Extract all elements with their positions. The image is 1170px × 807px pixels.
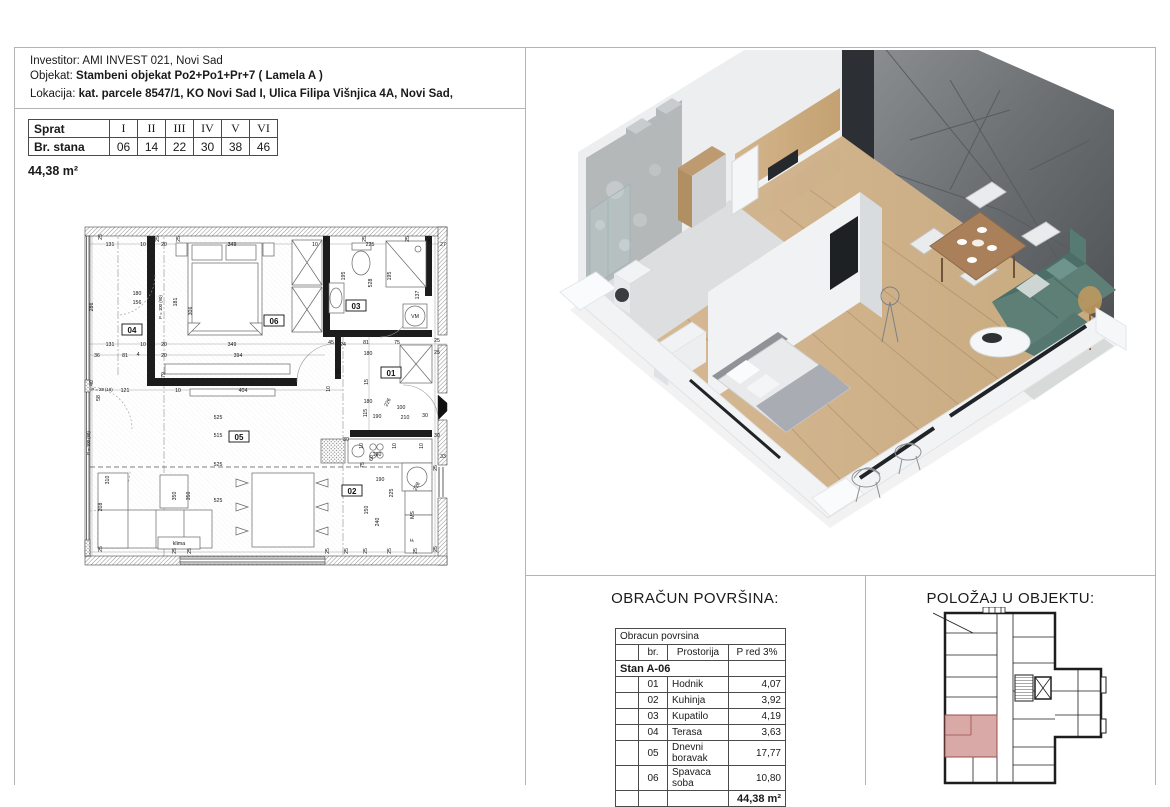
plan-dim-label: 25	[413, 548, 419, 554]
room-number-cell: 02	[639, 693, 668, 709]
empty-cell	[616, 725, 639, 741]
plan-dim-label: 25	[434, 338, 440, 344]
building-position-plan	[933, 607, 1109, 785]
plan-dim-label: VM	[411, 314, 419, 320]
plan-dim-label: 190	[372, 414, 382, 420]
plan-dim-label: 240	[375, 517, 381, 527]
plan-dim-label: 137	[415, 290, 421, 300]
tv-bench	[190, 389, 275, 396]
room-name-cell: Kupatilo	[668, 709, 729, 725]
room-number-cell: 03	[639, 709, 668, 725]
plan-dim-label: 160	[372, 452, 382, 458]
plan-dim-label: 349	[227, 342, 237, 348]
plan-dim-label: 25	[98, 234, 104, 240]
plan-dim-label: 27	[440, 242, 446, 248]
location-line	[30, 87, 453, 102]
empty-cell	[616, 677, 639, 693]
floor-plan-svg	[80, 215, 460, 575]
plan-dim-label: 25	[325, 548, 331, 554]
room-name-cell: Kuhinja	[668, 693, 729, 709]
investor-label: Investitor:	[30, 55, 80, 67]
room-area-cell: 3,63	[729, 725, 786, 741]
plan-dim-label: 10	[326, 386, 332, 392]
svg-text:03: 03	[351, 302, 361, 311]
investor-line	[30, 54, 453, 69]
svg-text:06: 06	[269, 317, 279, 326]
table-row	[616, 629, 786, 645]
plan-dim-label: 60	[369, 455, 375, 461]
bed	[188, 243, 262, 335]
empty-cell	[616, 741, 639, 766]
col-header-area: P red 3%	[729, 645, 786, 661]
plan-dim-label: 20	[161, 242, 167, 248]
floor-cell: V	[222, 120, 250, 138]
table-row	[616, 725, 786, 741]
plan-dim-label: 81	[122, 353, 128, 359]
empty-cell	[616, 709, 639, 725]
plan-room-label	[381, 367, 401, 378]
plan-dim-label: 181	[173, 297, 179, 307]
floors-table	[28, 119, 278, 156]
plan-room-label	[264, 315, 284, 326]
empty-cell	[616, 791, 639, 807]
plan-dim-label: 226	[383, 397, 393, 408]
plan-dim-label: 180	[363, 399, 373, 405]
plan-dim-label: 349	[227, 242, 237, 248]
fridge	[405, 515, 432, 553]
plan-dim-label: 58	[96, 395, 102, 401]
plan-dim-label: 100	[396, 405, 406, 411]
plan-room-label	[229, 431, 249, 442]
plan-dim-label: 40	[89, 380, 95, 386]
render-bottom-divider	[525, 575, 1156, 576]
table-row	[29, 120, 278, 138]
kitchen-counter	[348, 439, 432, 463]
plan-dim-label: 228	[412, 481, 422, 492]
svg-text:05: 05	[234, 433, 244, 442]
plan-dim-label: 10	[175, 388, 181, 394]
plan-dim-label: 10	[359, 443, 365, 449]
plan-dim-label: 4	[136, 352, 140, 358]
plan-dim-label: 79	[161, 372, 167, 378]
plan-dim-label: 180	[132, 291, 142, 297]
plan-dim-label: 25	[387, 548, 393, 554]
table-row	[616, 791, 786, 807]
plan-dim-label: 25	[172, 548, 178, 554]
investor-value: AMI INVEST 021, Novi Sad	[82, 55, 223, 67]
plan-dim-label: F	[410, 538, 416, 542]
plan-dim-label: 10	[392, 443, 398, 449]
floors-row-label: Sprat	[29, 120, 110, 138]
plan-room-label	[342, 485, 362, 496]
plan-dim-label: 515	[213, 433, 223, 439]
empty-cell	[729, 661, 786, 677]
plan-dim-label: 115	[363, 408, 369, 418]
plan-dim-label: 20	[161, 342, 167, 348]
room-area-cell: 17,77	[729, 741, 786, 766]
plan-dim-label: 225	[389, 488, 395, 498]
plan-dim-label: 190	[375, 477, 385, 483]
apartment-number-cell: 06	[110, 138, 138, 156]
plan-dim-label: klima	[172, 541, 186, 547]
plan-dim-label: P = 100 (90)	[86, 431, 91, 455]
plan-dim-label: P = 28 (18)	[91, 387, 113, 392]
empty-cell	[639, 791, 668, 807]
floor-cell: III	[166, 120, 194, 138]
plan-dim-label: 525	[213, 462, 223, 468]
plan-dim-label: 75	[394, 340, 400, 346]
plan-dim-label: 25	[362, 236, 368, 242]
apartment-number-cell: 46	[250, 138, 278, 156]
plan-dim-label: 525	[213, 415, 223, 421]
plan-dim-label: 208	[98, 502, 104, 512]
obracun-section-title: OBRAČUN POVRŠINA:	[611, 590, 779, 607]
apartment-number-cell: 38	[222, 138, 250, 156]
plan-dim-label: 36	[94, 353, 100, 359]
svg-text:02: 02	[347, 487, 357, 496]
project-header	[30, 54, 453, 102]
object-value: Stambeni objekat Po2+Po1+Pr+7 ( Lamela A )	[76, 70, 323, 82]
plan-dim-label: 25	[434, 350, 440, 356]
frame-left-line	[14, 47, 15, 785]
frame-center-divider	[525, 47, 526, 785]
plan-dim-label: 10	[140, 342, 146, 348]
plan-dim-label: 75	[360, 462, 366, 468]
room-number-cell: 01	[639, 677, 668, 693]
svg-text:01: 01	[386, 369, 396, 378]
plan-dim-label: 24	[340, 342, 346, 348]
plan-room-label	[122, 324, 142, 335]
plan-dim-label: 25	[98, 546, 104, 552]
table-row	[616, 677, 786, 693]
frame-top-line	[14, 47, 1156, 48]
plan-dim-label: 25	[155, 236, 161, 242]
plan-dim-label: 528	[368, 278, 374, 288]
plan-dim-label: 25	[187, 548, 193, 554]
plan-dim-label: 25	[405, 236, 411, 242]
plan-dim-label: 81	[363, 340, 369, 346]
plan-dim-label: 195	[341, 271, 347, 281]
apartment-number-cell: 22	[166, 138, 194, 156]
plan-dim-label: 195	[387, 271, 393, 281]
hall-wardrobe	[400, 345, 432, 383]
plan-dim-label: 394	[233, 353, 243, 359]
plan-dim-label: 15	[364, 379, 370, 385]
table-row	[616, 709, 786, 725]
table-row	[616, 741, 786, 766]
coffee-table	[160, 475, 188, 508]
plan-dim-label: 25	[344, 548, 350, 554]
sideboard	[165, 364, 290, 374]
plan-dim-label: 30	[434, 433, 440, 439]
plan-dim-label: 156	[132, 300, 142, 306]
floor-cell: II	[138, 120, 166, 138]
room-number-cell: 04	[639, 725, 668, 741]
floor-cell: I	[110, 120, 138, 138]
empty-cell	[616, 693, 639, 709]
plan-dim-label: 30	[422, 413, 428, 419]
empty-cell	[668, 791, 729, 807]
highlighted-apartment	[945, 715, 997, 757]
room-name-cell: Dnevni boravak	[668, 741, 729, 766]
plan-dim-label: 180	[363, 351, 373, 357]
stair-core	[1015, 675, 1033, 701]
plan-dim-label: 25	[176, 236, 182, 242]
sink	[329, 283, 344, 313]
room-name-cell: Terasa	[668, 725, 729, 741]
col-header-br: br.	[639, 645, 668, 661]
plan-dim-label: 525	[213, 498, 223, 504]
plan-dim-label: 131	[105, 242, 115, 248]
plan-dim-label: 91	[335, 368, 341, 374]
plan-dim-label: 10	[140, 242, 146, 248]
plan-dim-label: 286	[89, 302, 95, 312]
room-name-cell: Hodnik	[668, 677, 729, 693]
plan-room-label	[346, 300, 366, 311]
balcony	[1101, 677, 1106, 693]
plan-dim-label: 25	[428, 238, 434, 244]
plan-dim-label: 25	[433, 546, 439, 552]
apartments-row-label: Br. stana	[29, 138, 110, 156]
floor-cell: VI	[250, 120, 278, 138]
room-area-cell: 10,80	[729, 766, 786, 791]
apartment-area-total: 44,38 m²	[28, 164, 79, 178]
plan-dim-label: 33	[440, 454, 446, 460]
room-area-cell: 3,92	[729, 693, 786, 709]
wardrobe	[292, 287, 322, 332]
plan-dim-label: 306	[188, 306, 194, 316]
plan-dim-label: 30	[343, 437, 349, 443]
location-label: Lokacija:	[30, 88, 76, 100]
apartment-3d-render	[530, 50, 1158, 573]
room-area-cell: 4,19	[729, 709, 786, 725]
empty-cell	[616, 645, 639, 661]
plan-dim-label: 225	[365, 242, 375, 248]
table-row	[29, 138, 278, 156]
object-line	[30, 69, 453, 84]
svg-text:04: 04	[127, 326, 137, 335]
plan-dim-label: 310	[105, 475, 111, 485]
floor-cell: IV	[194, 120, 222, 138]
location-value: kat. parcele 8547/1, KO Novi Sad I, Ulica Filipa Višnjica 4A, Novi Sad,	[78, 88, 453, 100]
plan-dim-label: 25	[363, 548, 369, 554]
room-area-cell: 4,07	[729, 677, 786, 693]
plan-dim-label: 121	[120, 388, 130, 394]
apartment-number-cell: 30	[194, 138, 222, 156]
plan-dim-label: P = 100 (90)	[158, 295, 163, 319]
plan-dim-label: 45	[328, 340, 334, 346]
header-box-bottom-line	[14, 108, 526, 109]
empty-cell	[616, 766, 639, 791]
table-row	[616, 645, 786, 661]
plan-dim-label: 25	[433, 465, 439, 471]
plan-dim-label: 25	[323, 236, 329, 242]
table-row	[616, 693, 786, 709]
plan-dim-label: MS	[410, 511, 416, 519]
total-area-cell: 44,38 m²	[729, 791, 786, 807]
object-label: Objekat:	[30, 70, 73, 82]
kitchen-island	[321, 439, 345, 463]
plan-dim-label: 350	[172, 491, 178, 501]
obracun-table	[615, 628, 786, 807]
obracun-table-title: Obracun povrsina	[616, 629, 786, 645]
plan-dim-label: 131	[105, 342, 115, 348]
plan-dim-label: 210	[400, 415, 410, 421]
room-number-cell: 05	[639, 741, 668, 766]
balcony	[1101, 719, 1106, 733]
table-row	[616, 661, 786, 677]
apartment-number-cell: 14	[138, 138, 166, 156]
room-number-cell: 06	[639, 766, 668, 791]
plan-dim-label: 10	[312, 242, 318, 248]
group-row-label: Stan A-06	[616, 661, 729, 677]
plan-dim-label: 10	[419, 443, 425, 449]
coffee-table	[970, 327, 1030, 357]
plan-dim-label: 150	[364, 505, 370, 515]
plan-dim-label: 404	[238, 388, 248, 394]
table-row	[616, 766, 786, 791]
room-name-cell: Spavaca soba	[668, 766, 729, 791]
plan-dim-label: 350	[186, 491, 192, 501]
polozaj-section-title: POLOŽAJ U OBJEKTU:	[926, 590, 1095, 607]
plan-dim-label: 20	[161, 353, 167, 359]
col-header-room: Prostorija	[668, 645, 729, 661]
